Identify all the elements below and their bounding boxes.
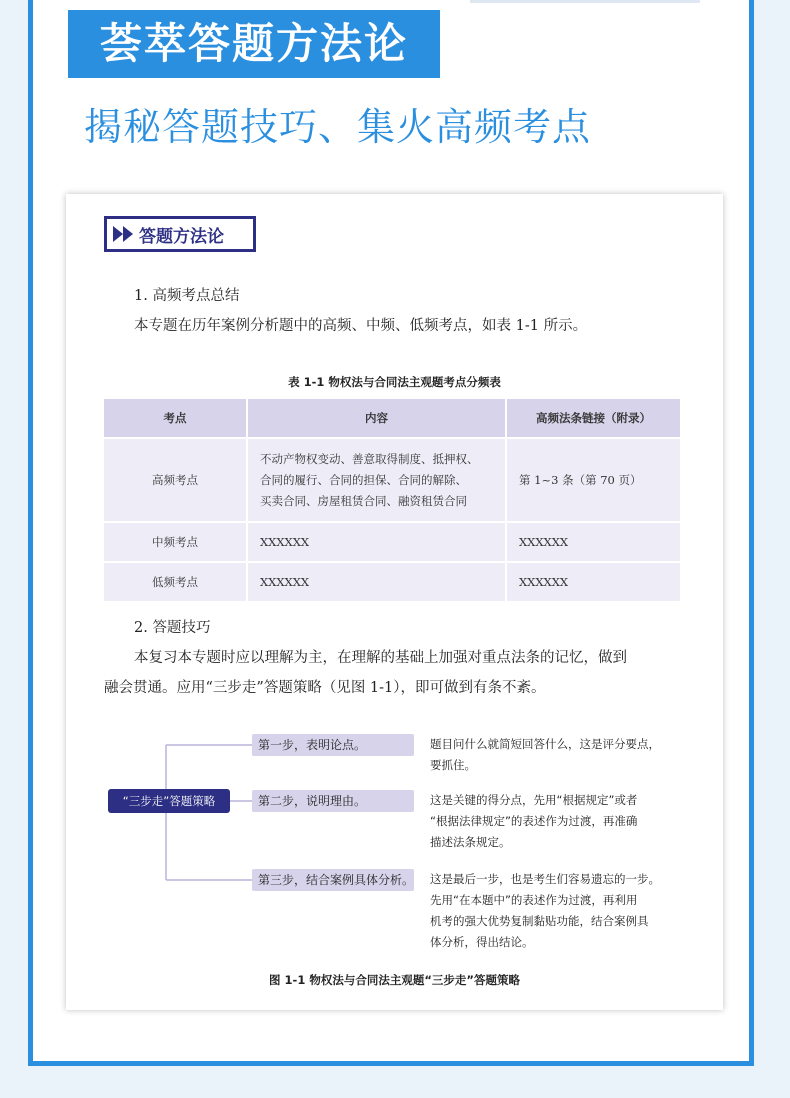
desc-line: 描述法条规定。 [430,835,511,849]
step-box: 第三步，结合案例具体分析。 [252,869,414,891]
page-title: 荟萃答题方法论 [68,10,440,78]
table-cell: XXXXXX [247,522,506,562]
table-header: 考点 [104,399,247,438]
page-subtitle: 揭秘答题技巧、集火高频考点 [84,105,592,149]
table-cell: 高频考点 [104,438,247,522]
desc-line: 先用“在本题中”的表述作为过渡，再利用 [430,893,638,907]
figure-caption: 图 1-1 物权法与合同法主观题“三步走”答题策略 [269,973,520,987]
desc-line: 这是关键的得分点，先用“根据规定”或者 [430,793,638,807]
paragraph-2-line: 本复习本专题时应以理解为主，在理解的基础上加强对重点法条的记忆，做到 [134,650,627,666]
table-cell: 低频考点 [104,562,247,602]
cell-line: 买卖合同、房屋租赁合同、融资租赁合同 [260,493,467,508]
desc-line: 机考的强大优势复制黏贴功能，结合案例具 [430,914,649,928]
table-header: 内容 [247,399,506,438]
subsection-title-1: 1. 高频考点总结 [134,288,240,304]
paragraph-2-line: 融会贯通。应用“三步走”答题策略（见图 1-1），即可做到有条不紊。 [104,680,546,696]
step-box: 第二步，说明理由。 [252,790,414,812]
desc-line: 题目问什么就简短回答什么，这是评分要点， [430,737,660,751]
step-description [430,869,692,953]
step-description [430,790,692,853]
section-heading-label: 答题方法论 [139,226,224,247]
desc-line: “根据法律规定”的表述作为过渡，再准确 [430,814,638,828]
document-page [66,194,723,1010]
strategy-root-box: “三步走”答题策略 [108,789,230,813]
step-box: 第一步，表明论点。 [252,734,414,756]
desc-line: 这是最后一步，也是考生们容易遗忘的一步。 [430,872,660,886]
subsection-title-2: 2. 答题技巧 [134,620,211,636]
table-cell: XXXXXX [506,522,681,562]
table-header: 高频法条链接（附录） [506,399,681,438]
table-cell: XXXXXX [506,562,681,602]
cell-line: 不动产物权变动、善意取得制度、抵押权、 [260,451,479,466]
table-cell: 中频考点 [104,522,247,562]
table-caption: 表 1-1 物权法与合同法主观题考点分频表 [288,375,501,389]
paragraph-1: 本专题在历年案例分析题中的高频、中频、低频考点，如表 1-1 所示。 [134,318,588,334]
table-cell: XXXXXX [247,562,506,602]
desc-line: 要抓住。 [430,758,476,772]
step-description [430,734,692,776]
cell-line: 合同的履行、合同的担保、合同的解除、 [260,472,467,487]
top-divider [470,0,700,3]
table-cell: 第 1~3 条（第 70 页） [506,438,681,522]
desc-line: 体分析，得出结论。 [430,935,534,949]
